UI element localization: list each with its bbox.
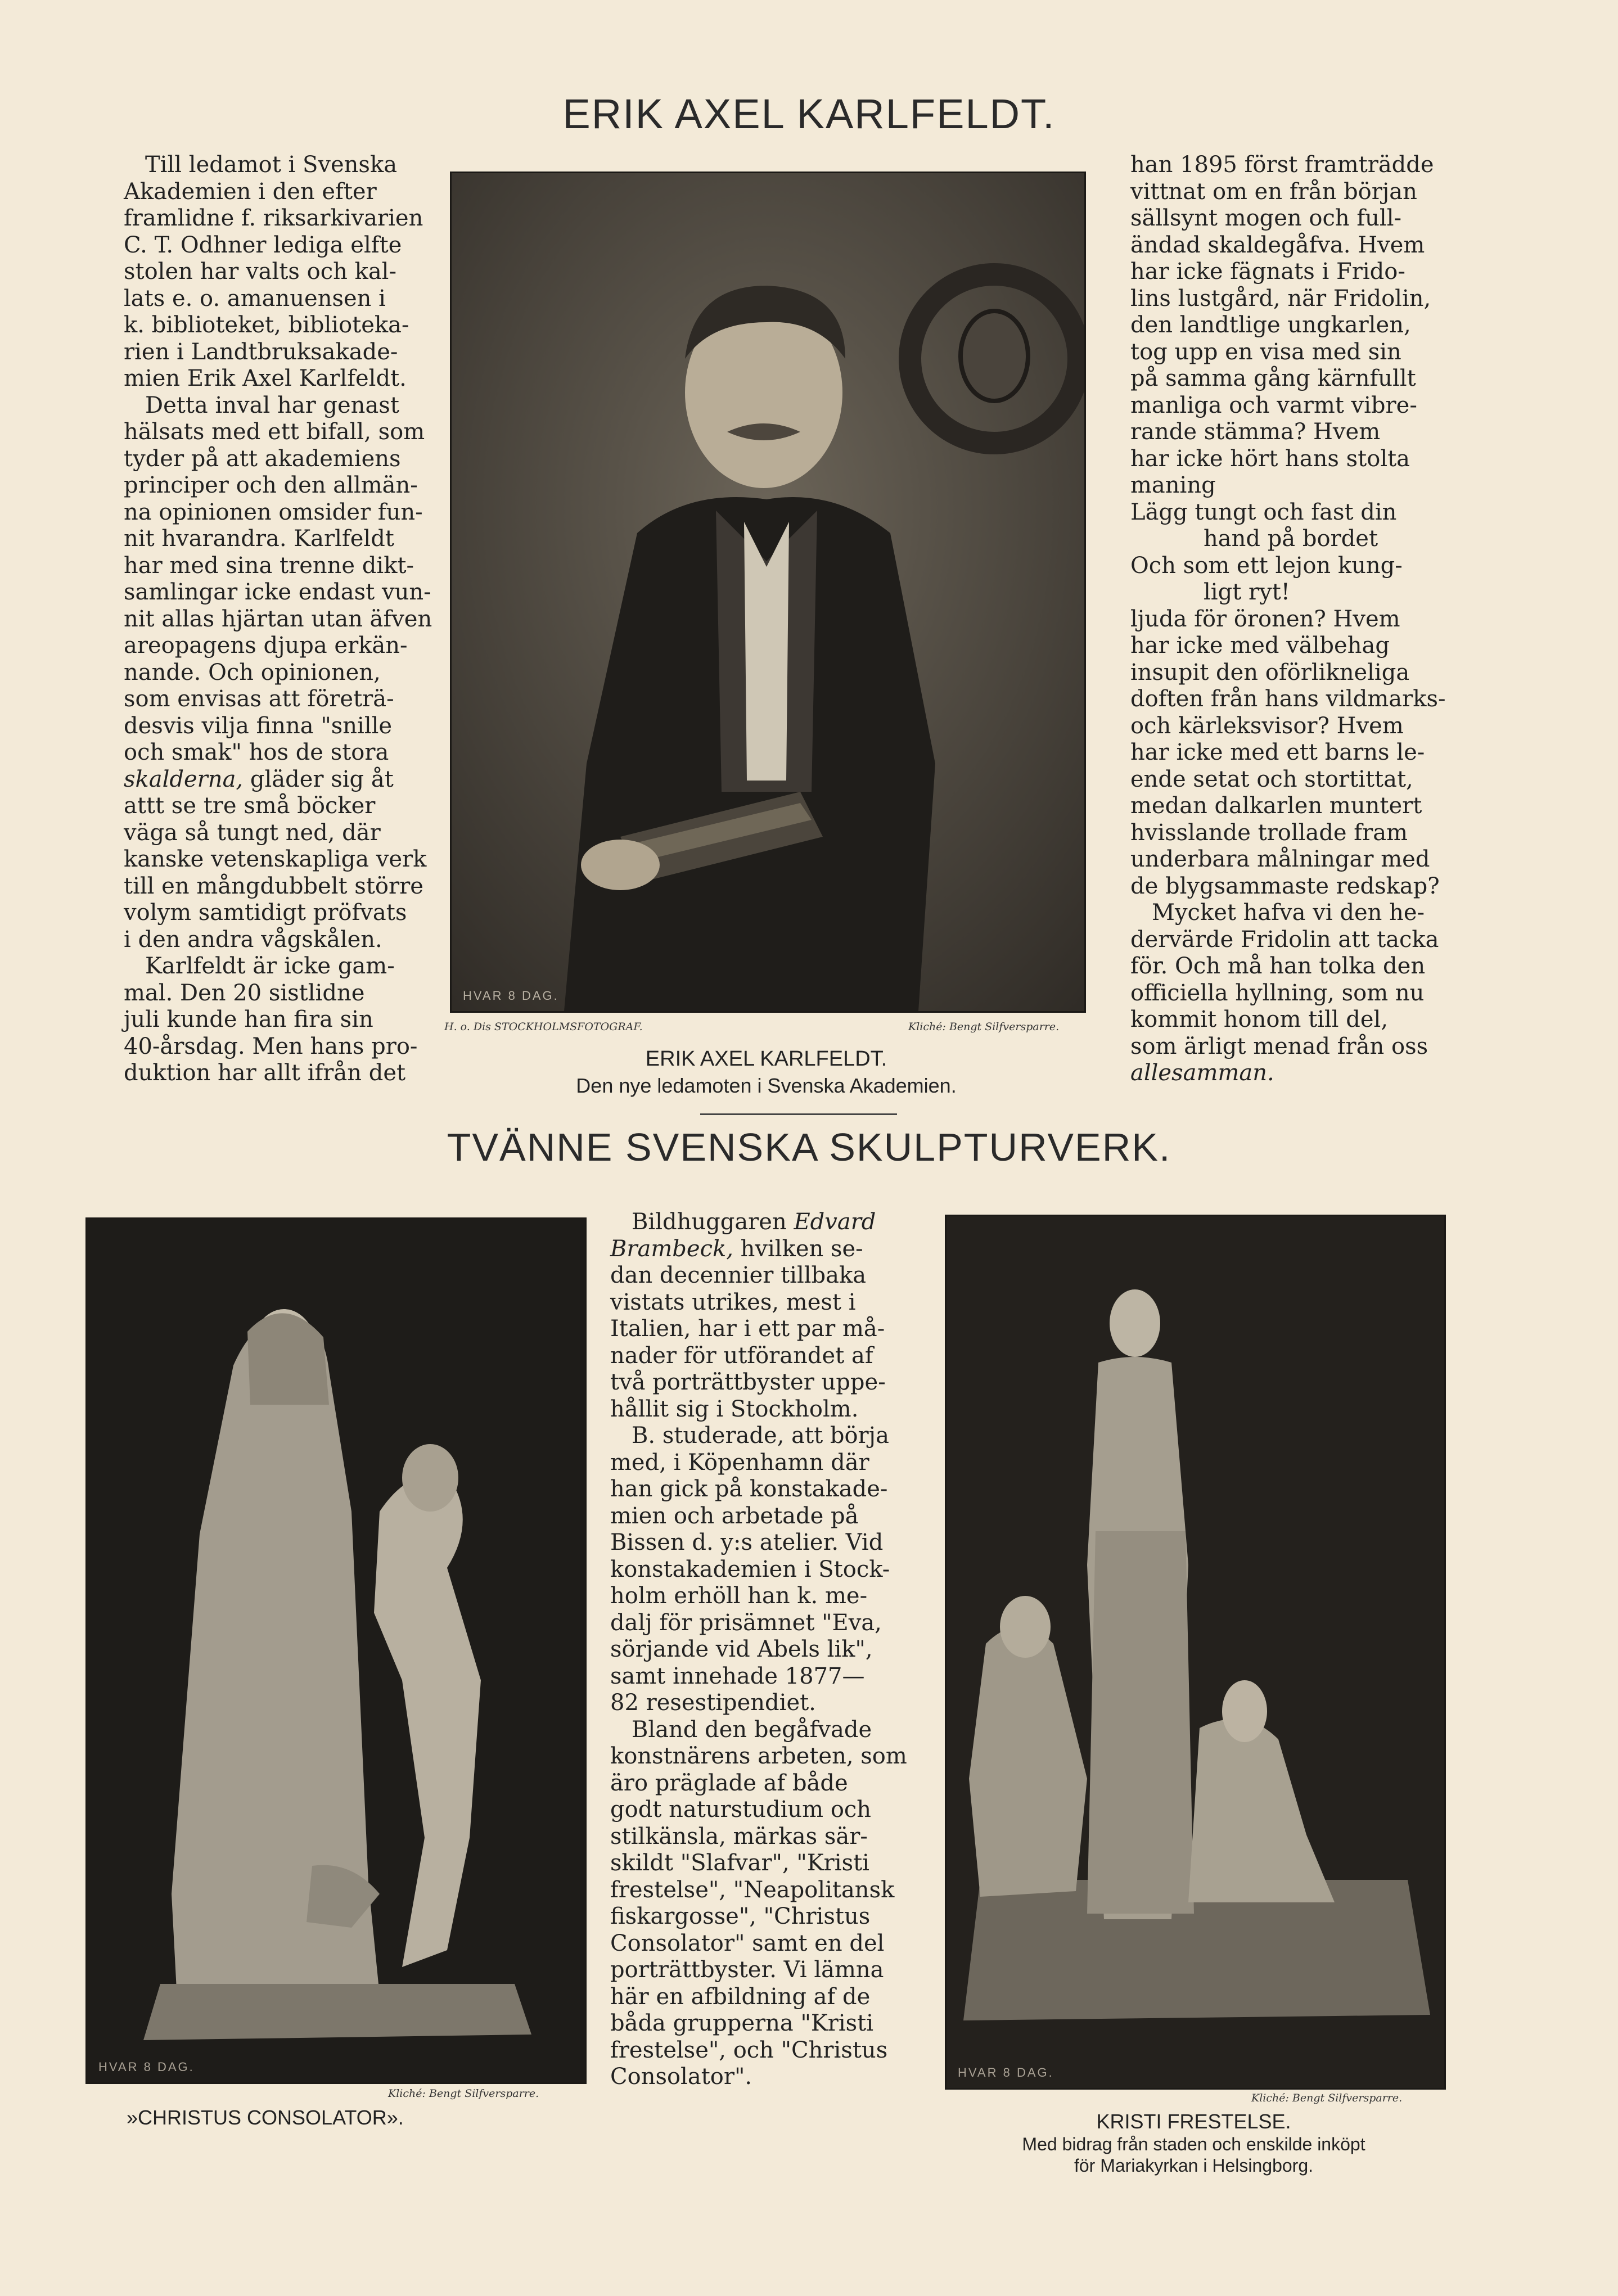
text-line-main: Lägg tungt och fast din bbox=[1130, 499, 1397, 525]
text-line-main: sällsynt mogen och full- bbox=[1130, 205, 1402, 231]
text-line-main: mal. Den 20 sistlidne bbox=[124, 980, 365, 1006]
text-line bbox=[124, 339, 405, 366]
article-right-column bbox=[1130, 152, 1446, 1087]
text-line bbox=[124, 606, 432, 633]
text-line-main: Bildhuggaren bbox=[632, 1209, 794, 1235]
text-line-main: Consolator" samt en del bbox=[610, 1930, 885, 1956]
text-line bbox=[124, 846, 427, 873]
text-line-main: dan decennier tillbaka bbox=[610, 1262, 867, 1288]
text-line-main: Akademien i den efter bbox=[124, 178, 377, 205]
text-line bbox=[1130, 713, 1434, 740]
text-line-main: vistats utrikes, mest i bbox=[610, 1289, 856, 1315]
text-line-main: doften från hans vildmarks- bbox=[1130, 686, 1446, 712]
text-line-main: medan dalkarlen muntert bbox=[1130, 793, 1422, 819]
text-line bbox=[610, 1316, 925, 1343]
text-line-main: på samma gång kärnfullt bbox=[1130, 366, 1416, 391]
text-line-main: ende setat och stortittat, bbox=[1130, 766, 1413, 792]
text-line bbox=[124, 739, 405, 766]
text-line-main: officiella hyllning, som nu bbox=[1130, 980, 1425, 1006]
text-line bbox=[1130, 499, 1434, 526]
text-line-main: hvisslande trollade fram bbox=[1130, 819, 1408, 846]
text-line-main: och kärleksvisor? Hvem bbox=[1130, 712, 1404, 739]
text-line bbox=[610, 1636, 925, 1663]
text-line bbox=[124, 953, 405, 980]
text-line bbox=[124, 286, 405, 313]
text-line-main: har icke med ett barns le- bbox=[1130, 739, 1425, 765]
text-line bbox=[610, 1957, 925, 1984]
text-line bbox=[1130, 152, 1434, 179]
text-line bbox=[610, 1343, 925, 1370]
text-line-main: båda grupperna "Kristi bbox=[610, 2010, 874, 2036]
text-line-main: Detta inval har genast bbox=[145, 392, 399, 418]
text-line bbox=[610, 1557, 925, 1584]
text-line bbox=[610, 1984, 925, 2011]
text-line-main: Bland den begåfvade bbox=[632, 1716, 872, 1743]
text-line bbox=[124, 446, 405, 473]
statue-photo-kristi-frestelse bbox=[945, 1215, 1446, 2090]
text-line-main: rande stämma? Hvem bbox=[1130, 419, 1381, 445]
text-line bbox=[1130, 259, 1434, 286]
text-line-main: den landtlige ungkarlen, bbox=[1130, 312, 1411, 338]
text-line bbox=[610, 1717, 925, 1744]
text-line-rest: gläder sig åt bbox=[243, 766, 394, 792]
text-line-main: allesamman. bbox=[1130, 1060, 1274, 1086]
text-line bbox=[610, 1930, 925, 1957]
text-line bbox=[1130, 793, 1434, 820]
text-line-main: lats e. o. amanuensen i bbox=[124, 285, 386, 312]
text-line bbox=[610, 1770, 925, 1797]
text-line-main: för. Och må han tolka den bbox=[1130, 953, 1426, 979]
text-line-main: samlingar icke endast vun- bbox=[124, 579, 431, 605]
text-line-main: har med sina trenne dikt- bbox=[124, 552, 414, 579]
text-line bbox=[1130, 900, 1434, 927]
text-line-main: ändad skaldegåfva. Hvem bbox=[1130, 232, 1425, 258]
text-line bbox=[610, 1236, 925, 1263]
text-line bbox=[610, 1903, 925, 1930]
text-line-main: skildt "Slafvar", "Kristi bbox=[610, 1850, 869, 1876]
text-line bbox=[124, 793, 405, 820]
text-line-main: till en mångdubbelt större bbox=[124, 873, 423, 899]
text-line bbox=[610, 1530, 925, 1557]
text-line bbox=[124, 766, 405, 793]
text-line bbox=[610, 1690, 925, 1717]
text-line-main: mien Erik Axel Karlfeldt. bbox=[124, 366, 407, 391]
text-line bbox=[610, 2010, 925, 2037]
text-line-main: na opinionen omsider fun- bbox=[124, 499, 423, 525]
text-line-main: manliga och varmt vibre- bbox=[1130, 392, 1417, 418]
article-left-column bbox=[124, 152, 432, 1087]
text-line bbox=[124, 232, 405, 259]
portrait-caption-subtitle: Den nye ledamoten i Svenska Akademien. bbox=[576, 1074, 957, 1097]
text-line-main: frestelse", "Neapolitansk bbox=[610, 1877, 895, 1903]
text-line-main: rien i Landtbruksakade- bbox=[124, 339, 398, 365]
text-line-main: 40-årsdag. Men hans pro- bbox=[124, 1033, 418, 1059]
text-line-main: han 1895 först framträdde bbox=[1130, 152, 1434, 178]
text-line-main: nader för utförandet af bbox=[610, 1342, 873, 1369]
text-line-main: sörjande vid Abels lik", bbox=[610, 1636, 873, 1662]
text-line bbox=[124, 686, 405, 713]
text-line-main: godt naturstudium och bbox=[610, 1797, 872, 1823]
text-line-main: frestelse", och "Christus bbox=[610, 2037, 888, 2063]
text-line bbox=[610, 1877, 925, 1904]
text-line bbox=[124, 152, 405, 179]
text-line-main: väga så tungt ned, där bbox=[124, 819, 381, 846]
text-line-main: Och som ett lejon kung- bbox=[1130, 552, 1403, 579]
text-line-main: duktion har allt ifrån det bbox=[124, 1060, 406, 1086]
text-line-main: C. T. Odhner lediga elfte bbox=[124, 232, 402, 258]
text-line bbox=[610, 2037, 925, 2064]
text-line-main: Karlfeldt är icke gam- bbox=[145, 953, 395, 979]
text-line-main: juli kunde han fira sin bbox=[124, 1007, 373, 1032]
text-line-main: dalj för prisämnet "Eva, bbox=[610, 1609, 882, 1636]
text-line-main: Mycket hafva vi den he- bbox=[1152, 900, 1425, 926]
article-middle-column bbox=[610, 1209, 925, 2091]
text-line-main: mien och arbetade på bbox=[610, 1503, 859, 1529]
text-line-rest-em: Edvard bbox=[794, 1209, 876, 1235]
statue-photo-christus-consolator bbox=[85, 1217, 587, 2084]
text-line-main: fiskargosse", "Christus bbox=[610, 1903, 871, 1929]
statue-illustration-left bbox=[87, 1219, 585, 2082]
text-line-main: maning bbox=[1130, 472, 1216, 498]
text-line bbox=[124, 820, 405, 847]
text-line bbox=[1130, 393, 1434, 419]
text-line bbox=[1130, 553, 1434, 580]
statue-left-credit: Kliché: Bengt Silfversparre. bbox=[388, 2087, 539, 2100]
text-line-main: har icke med välbehag bbox=[1130, 633, 1390, 658]
statue-right-caption-line1: Med bidrag från staden och enskilde inköpt bbox=[1022, 2134, 1365, 2154]
text-line bbox=[124, 1060, 405, 1087]
text-line bbox=[124, 873, 423, 900]
text-line bbox=[1130, 633, 1434, 660]
text-line-main: tog upp en visa med sin bbox=[1130, 339, 1401, 365]
text-line bbox=[124, 579, 431, 606]
text-line-main: porträttbyster. Vi lämna bbox=[610, 1957, 884, 1983]
portrait-credit-kliche: Kliché: Bengt Silfversparre. bbox=[908, 1021, 1060, 1033]
article-title: ERIK AXEL KARLFELDT. bbox=[562, 91, 1056, 137]
text-line bbox=[1130, 1007, 1434, 1034]
text-line bbox=[124, 259, 405, 286]
text-line bbox=[610, 1396, 925, 1423]
text-line bbox=[124, 552, 414, 580]
portrait-illustration bbox=[452, 173, 1084, 1011]
text-line-main: de blygsammaste redskap? bbox=[1130, 873, 1440, 899]
text-line-main: Brambeck, bbox=[610, 1235, 733, 1262]
text-line bbox=[124, 419, 425, 446]
text-line-main: ljuda för öronen? Hvem bbox=[1130, 606, 1400, 632]
text-line-rest: hvilken se- bbox=[733, 1235, 863, 1262]
text-line bbox=[1130, 286, 1434, 313]
text-line bbox=[610, 1663, 925, 1690]
text-line bbox=[1130, 980, 1434, 1007]
text-line bbox=[610, 1824, 925, 1851]
text-line bbox=[124, 366, 405, 393]
section-title: TVÄNNE SVENSKA SKULPTURVERK. bbox=[447, 1125, 1171, 1169]
text-line bbox=[1130, 606, 1434, 633]
text-line bbox=[1130, 739, 1434, 766]
portrait-photo bbox=[450, 172, 1086, 1013]
text-line-main: han gick på konstakade- bbox=[610, 1476, 888, 1502]
text-line bbox=[1130, 312, 1434, 339]
text-line-main: attt se tre små böcker bbox=[124, 793, 376, 819]
text-line bbox=[1130, 766, 1434, 793]
text-line bbox=[1130, 686, 1446, 713]
text-line-main: holm erhöll han k. me- bbox=[610, 1583, 868, 1609]
text-line-main: 82 resestipendiet. bbox=[610, 1690, 816, 1716]
text-line bbox=[610, 1610, 925, 1637]
text-line-main: Consolator". bbox=[610, 2064, 752, 2090]
text-line bbox=[610, 1450, 925, 1477]
text-line bbox=[1130, 660, 1434, 687]
statue-right-credit: Kliché: Bengt Silfversparre. bbox=[1251, 2092, 1403, 2104]
text-line-main: nande. Och opinionen, bbox=[124, 659, 381, 685]
text-line bbox=[124, 312, 409, 339]
text-line-main: samt innehade 1877— bbox=[610, 1663, 865, 1689]
text-line-main: här en afbildning af de bbox=[610, 1983, 871, 2010]
portrait-credit-photographer: H. o. Dis STOCKHOLMSFOTOGRAF. bbox=[444, 1021, 643, 1033]
text-line bbox=[1130, 526, 1434, 553]
text-line-main: kanske vetenskapliga verk bbox=[124, 846, 427, 872]
text-line bbox=[124, 927, 405, 954]
text-line bbox=[610, 1476, 925, 1503]
text-line bbox=[1130, 1060, 1434, 1087]
text-line bbox=[124, 1033, 418, 1061]
text-line bbox=[610, 1797, 925, 1824]
text-line-main: volym samtidigt pröfvats bbox=[124, 900, 407, 926]
text-line-main: äro präglade af både bbox=[610, 1770, 848, 1796]
text-line-main: kommit honom till del, bbox=[1130, 1007, 1389, 1032]
text-line-main: konstnärens arbeten, som bbox=[610, 1743, 907, 1769]
text-line-main: och smak" hos de stora bbox=[124, 739, 389, 765]
text-line bbox=[1130, 472, 1434, 499]
statue-illustration-right bbox=[947, 1216, 1444, 2088]
text-line-main: stilkänsla, märkas sär- bbox=[610, 1823, 868, 1850]
text-line bbox=[1130, 179, 1434, 206]
text-line bbox=[610, 1503, 925, 1530]
text-line bbox=[1130, 1034, 1434, 1061]
text-line-main: som envisas att företrä- bbox=[124, 686, 394, 712]
text-line bbox=[610, 1262, 925, 1289]
text-line-main: som ärligt menad från oss bbox=[1130, 1033, 1428, 1059]
text-line-main: stolen har valts och kal- bbox=[124, 259, 396, 285]
text-line bbox=[124, 1007, 405, 1034]
section-divider bbox=[700, 1113, 897, 1115]
text-line-main: hälsats med ett bifall, som bbox=[124, 419, 425, 445]
text-line bbox=[1130, 205, 1434, 232]
text-line-main: konstakademien i Stock- bbox=[610, 1556, 890, 1582]
text-line bbox=[124, 713, 405, 740]
text-line bbox=[124, 472, 418, 499]
statue-right-caption-title: KRISTI FRESTELSE. bbox=[1096, 2110, 1291, 2133]
text-line-main: Till ledamot i Svenska bbox=[145, 152, 398, 178]
text-line bbox=[1130, 873, 1440, 900]
text-line bbox=[124, 980, 405, 1007]
text-line bbox=[1130, 926, 1439, 954]
text-line bbox=[610, 1583, 925, 1610]
text-line-main: med, i Köpenhamn där bbox=[610, 1449, 869, 1476]
text-line bbox=[124, 633, 408, 660]
text-line bbox=[1130, 419, 1434, 446]
text-line bbox=[124, 179, 405, 206]
text-line-main: hand på bordet bbox=[1204, 526, 1378, 552]
text-line-main: lins lustgård, när Fridolin, bbox=[1130, 285, 1431, 312]
text-line-main: i den andra vågskålen. bbox=[124, 926, 382, 953]
portrait-caption-title: ERIK AXEL KARLFELDT. bbox=[645, 1047, 887, 1071]
text-line bbox=[124, 526, 405, 553]
text-line bbox=[1130, 579, 1434, 606]
text-line bbox=[124, 499, 423, 526]
text-line bbox=[1130, 820, 1434, 847]
portrait-watermark: HVAR 8 DAG. bbox=[463, 989, 559, 1003]
text-line bbox=[1130, 846, 1434, 873]
text-line-main: dervärde Fridolin att tacka bbox=[1130, 926, 1439, 953]
text-line bbox=[610, 1423, 925, 1450]
text-line bbox=[1130, 232, 1434, 259]
text-line-main: principer och den allmän- bbox=[124, 472, 418, 498]
text-line-main: har icke hört hans stolta bbox=[1130, 445, 1410, 472]
text-line-main: har icke fägnats i Frido- bbox=[1130, 259, 1405, 285]
text-line bbox=[610, 2064, 925, 2091]
text-line-main: skalderna, bbox=[124, 766, 244, 792]
text-line bbox=[124, 393, 405, 419]
text-line bbox=[1130, 446, 1434, 473]
text-line bbox=[610, 1289, 925, 1316]
text-line-main: Bissen d. y:s atelier. Vid bbox=[610, 1530, 884, 1555]
statue-right-watermark: HVAR 8 DAG. bbox=[958, 2065, 1054, 2080]
text-line-main: Italien, har i ett par må- bbox=[610, 1316, 885, 1342]
text-line-main: insupit den oförlikneliga bbox=[1130, 659, 1410, 685]
text-line bbox=[1130, 366, 1434, 393]
text-line-main: desvis vilja finna "snille bbox=[124, 712, 393, 739]
text-line bbox=[610, 1369, 925, 1396]
text-line-main: k. biblioteket, biblioteka- bbox=[124, 312, 409, 338]
text-line-main: framlidne f. riksarkivarien bbox=[124, 205, 423, 231]
text-line bbox=[124, 900, 405, 927]
text-line-main: nit allas hjärtan utan äfven bbox=[124, 606, 432, 632]
text-line bbox=[610, 1850, 925, 1877]
text-line-main: tyder på att akademiens bbox=[124, 445, 401, 472]
statue-left-caption: »CHRISTUS CONSOLATOR». bbox=[127, 2106, 404, 2129]
text-line-main: underbara målningar med bbox=[1130, 846, 1430, 872]
text-line bbox=[610, 1743, 925, 1770]
text-line-main: nit hvarandra. Karlfeldt bbox=[124, 526, 394, 552]
text-line bbox=[124, 205, 423, 232]
statue-right-caption-line2: för Mariakyrkan i Helsingborg. bbox=[1074, 2155, 1314, 2176]
text-line-main: B. studerade, att börja bbox=[632, 1423, 889, 1449]
text-line-main: hållit sig i Stockholm. bbox=[610, 1396, 859, 1422]
text-line bbox=[1130, 339, 1434, 366]
text-line-main: två porträttbyster uppe- bbox=[610, 1369, 886, 1395]
text-line bbox=[1130, 953, 1434, 980]
text-line bbox=[124, 660, 405, 687]
statue-left-watermark: HVAR 8 DAG. bbox=[98, 2060, 195, 2074]
text-line-main: areopagens djupa erkän- bbox=[124, 633, 408, 658]
text-line bbox=[610, 1209, 925, 1236]
text-line-main: vittnat om en från början bbox=[1130, 178, 1417, 205]
text-line-main: ligt ryt! bbox=[1204, 579, 1290, 605]
